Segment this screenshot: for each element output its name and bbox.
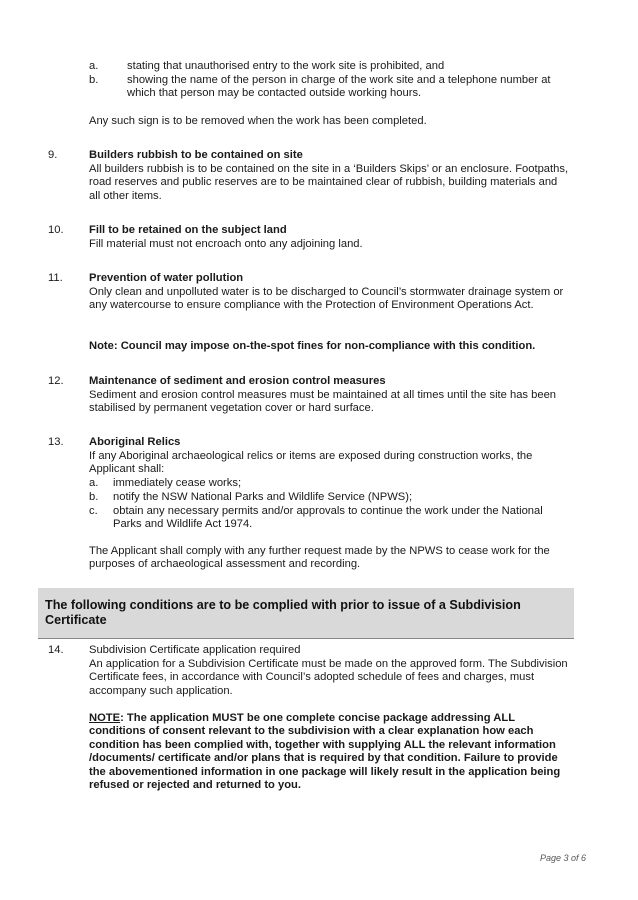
condition-14-body: An application for a Subdivision Certificate must be made on the approved form. The Subdivision Certificate fees, in accordance with Council’s adopted schedule of fees and charges, must accompany such application.	[89, 658, 568, 697]
condition-10-title: Fill to be retained on the subject land	[89, 224, 287, 236]
condition-9-title: Builders rubbish to be contained on site	[89, 149, 303, 161]
intro-item-a-label: a.	[89, 60, 99, 72]
condition-13-item-c-text: obtain any necessary permits and/or approvals to continue the work under the National Parks and Wildlife Act 1974.	[113, 505, 543, 531]
condition-11-number: 11.	[48, 272, 63, 284]
condition-13-item-b-label: b.	[89, 491, 99, 503]
condition-13-closing: The Applicant shall comply with any further request made by the NPWS to cease work for the purposes of archaeological assessment and recording.	[89, 545, 550, 571]
condition-9-body: All builders rubbish is to be contained on the site in a ‘Builders Skips’ or an enclosure. Footpaths, road reserves and public reserves are to be maintained clear of rubbish, building materials and all other items.	[89, 163, 569, 202]
condition-14-title: Subdivision Certificate application required	[89, 644, 301, 656]
condition-14-number: 14.	[48, 644, 64, 656]
condition-10-number: 10.	[48, 224, 64, 236]
intro-closing: Any such sign is to be removed when the work has been completed.	[89, 115, 427, 127]
condition-11-body: Only clean and unpolluted water is to be discharged to Council’s stormwater drainage system or any watercourse to ensure compliance with the Protection of Environment Operations Act.	[89, 286, 564, 312]
condition-13-body: If any Aboriginal archaeological relics or items are exposed during construction works, the Applicant shall:	[89, 450, 533, 476]
condition-12-number: 12.	[48, 375, 64, 387]
condition-14-note	[89, 712, 569, 792]
condition-9-number: 9.	[48, 149, 58, 161]
section-banner-text: The following conditions are to be complied with prior to issue of a Subdivision Certificate	[45, 598, 521, 627]
condition-12-body: Sediment and erosion control measures must be maintained at all times until the site has been stabilised by permanent vegetation cover or hard surface.	[89, 389, 557, 415]
condition-12-title: Maintenance of sediment and erosion control measures	[89, 375, 386, 387]
condition-10-body: Fill material must not encroach onto any adjoining land.	[89, 238, 363, 250]
condition-14-note-label: NOTE	[89, 712, 121, 724]
condition-11-title: Prevention of water pollution	[89, 272, 244, 284]
page-number: Page 3 of 6	[539, 853, 586, 863]
condition-13-item-a-label: a.	[89, 477, 99, 489]
condition-11-note: Note: Council may impose on-the-spot fines for non-compliance with this condition.	[89, 340, 536, 352]
condition-13-item-a-text: immediately cease works;	[113, 477, 242, 489]
intro-item-b-text: showing the name of the person in charge of the work site and a telephone number at which that person may be contacted outside working hours.	[127, 74, 551, 100]
condition-13-title: Aboriginal Relics	[89, 436, 181, 448]
condition-13-number: 13.	[48, 436, 64, 448]
intro-item-a-text: stating that unauthorised entry to the work site is prohibited, and	[127, 60, 445, 72]
intro-item-b-label: b.	[89, 74, 99, 86]
condition-13-item-c-label: c.	[89, 505, 98, 517]
condition-13-item-b-text: notify the NSW National Parks and Wildlife Service (NPWS);	[113, 491, 413, 503]
condition-14-note-text: : The application MUST be one complete concise package addressing ALL conditions of consent relevant to the subdivision with a clear explanation how each condition has been complied with, together with supplying ALL the relevant information /documents/ certificate and/or plans that is required by that condition. Failure to provide the abovementioned information in one package will likely result in the application being refused or rejected and returned to you.	[89, 712, 561, 792]
section-banner	[38, 588, 574, 639]
